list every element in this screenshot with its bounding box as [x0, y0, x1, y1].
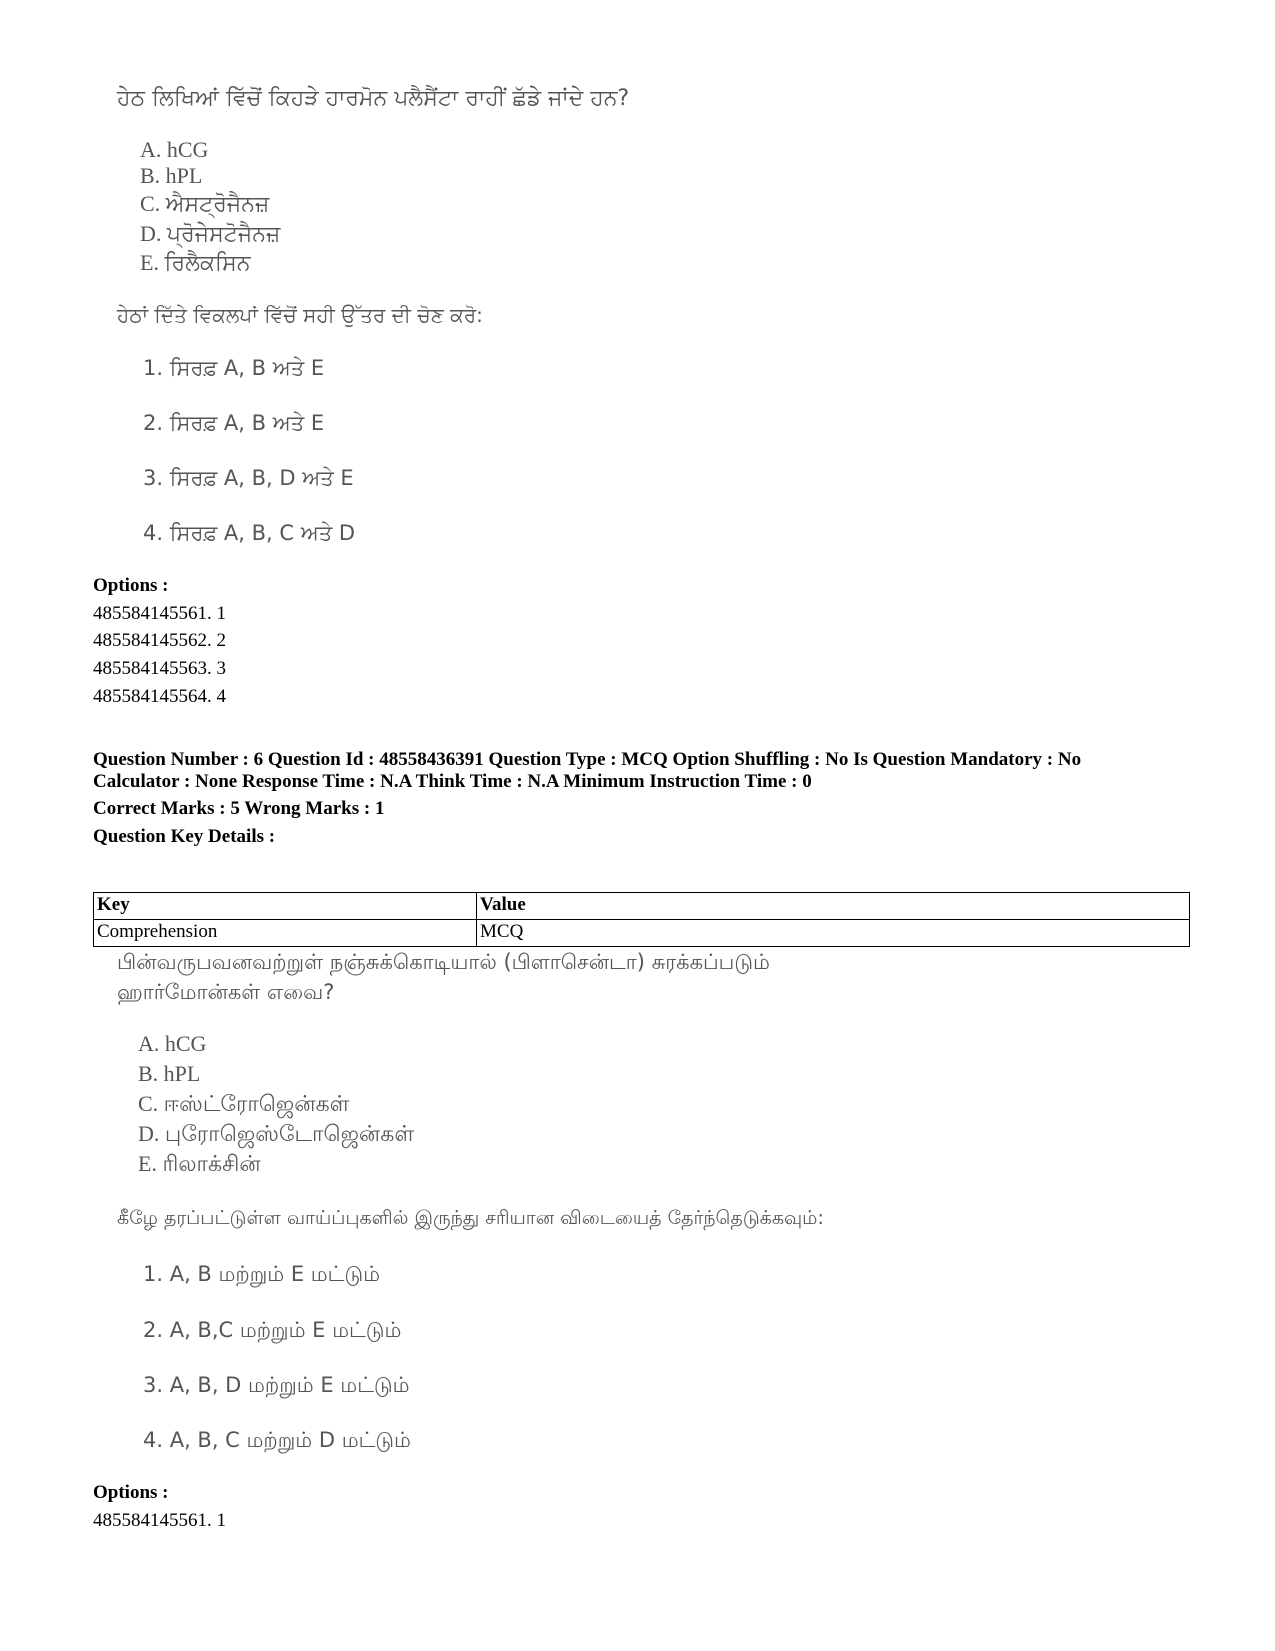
table-cell-value: MCQ: [477, 920, 1190, 947]
question-6-statement-e: E. ரிலாக்சின்: [138, 1151, 261, 1176]
question-5-statement-a: A. hCG: [140, 137, 209, 162]
question-6-choice-3: 3. A, B, D மற்றும் E மட்டும்: [143, 1373, 410, 1397]
question-key-details-table: [93, 892, 1190, 947]
question-6-choice-1: 1. A, B மற்றும் E மட்டும்: [143, 1262, 381, 1286]
question-5-option-4: 485584145564. 4: [93, 686, 226, 707]
question-5-choice-1: 1. ਸਿਰਫ਼ A, B ਅਤੇ E: [143, 356, 325, 380]
question-5-choice-2: 2. ਸਿਰਫ਼ A, B ਅਤੇ E: [143, 411, 325, 435]
question-5-choice-3: 3. ਸਿਰਫ਼ A, B, D ਅਤੇ E: [143, 466, 354, 490]
question-6-options-label: Options :: [93, 1482, 169, 1503]
question-5-text: ਹੇਠ ਲਿਖਿਆਂ ਵਿੱਚੋਂ ਕਿਹੜੇ ਹਾਰਮੋਨ ਪਲੈਸੈਂਟਾ ਰਾਹੀਂ ਛੱਡੇ ਜਾਂਦੇ ਹਨ?: [117, 86, 630, 111]
question-5-instruction: ਹੇਠਾਂ ਦਿੱਤੇ ਵਿਕਲਪਾਂ ਵਿੱਚੋਂ ਸਹੀ ਉੱਤਰ ਦੀ ਚੋਣ ਕਰੋ:: [117, 303, 483, 327]
question-6-marks: Correct Marks : 5 Wrong Marks : 1: [93, 798, 385, 819]
question-5-option-2: 485584145562. 2: [93, 630, 226, 651]
question-6-statement-a: A. hCG: [138, 1031, 207, 1056]
table-header-value: Value: [477, 893, 1190, 920]
question-5-statement-b: B. hPL: [140, 163, 203, 188]
question-6-instruction: கீழே தரப்பட்டுள்ள வாய்ப்புகளில் இருந்து சரியான விடையைத் தேர்ந்தெடுக்கவும்:: [117, 1207, 824, 1229]
question-6-text-line-2: ஹார்மோன்கள் எவை?: [117, 980, 335, 1004]
table-header-key: Key: [94, 893, 477, 920]
question-6-option-1: 485584145561. 1: [93, 1510, 226, 1531]
question-6-statement-d: D. புரோஜெஸ்டோஜென்கள்: [138, 1121, 415, 1146]
question-6-meta: [93, 749, 1193, 793]
question-5-statement-e: E. ਰਿਲੈਕਸਿਨ: [140, 250, 251, 275]
table-header-row: [94, 893, 1190, 920]
question-5-statement-c: C. ਐਸਟ੍ਰੋਜੈਨਜ਼: [140, 191, 270, 216]
question-6-statement-c: C. ஈஸ்ட்ரோஜென்கள்: [138, 1091, 350, 1116]
question-5-choice-4: 4. ਸਿਰਫ਼ A, B, C ਅਤੇ D: [143, 521, 356, 545]
question-5-options-label: Options :: [93, 575, 169, 596]
question-6-key-details-label: Question Key Details :: [93, 826, 276, 847]
question-6-choice-4: 4. A, B, C மற்றும் D மட்டும்: [143, 1428, 411, 1452]
question-5-option-1: 485584145561. 1: [93, 603, 226, 624]
question-6-choice-2: 2. A, B,C மற்றும் E மட்டும்: [143, 1318, 402, 1342]
question-6-statement-b: B. hPL: [138, 1061, 201, 1086]
table-row: [94, 920, 1190, 947]
table-cell-key: Comprehension: [94, 920, 477, 947]
question-6-meta-line-1: Question Number : 6 Question Id : 48558436391 Question Type : MCQ Option Shuffling : No Is Question Mandatory : No: [93, 749, 1082, 770]
question-6-text-line-1: பின்வருபவனவற்றுள் நஞ்சுக்கொடியால் (பிளாசென்டா) சுரக்கப்படும்: [117, 950, 770, 974]
question-5-statement-d: D. ਪ੍ਰੋਜੇਸਟੋਜੈਨਜ਼: [140, 221, 281, 246]
question-5-option-3: 485584145563. 3: [93, 658, 226, 679]
question-6-meta-line-2: Calculator : None Response Time : N.A Think Time : N.A Minimum Instruction Time : 0: [93, 771, 812, 792]
